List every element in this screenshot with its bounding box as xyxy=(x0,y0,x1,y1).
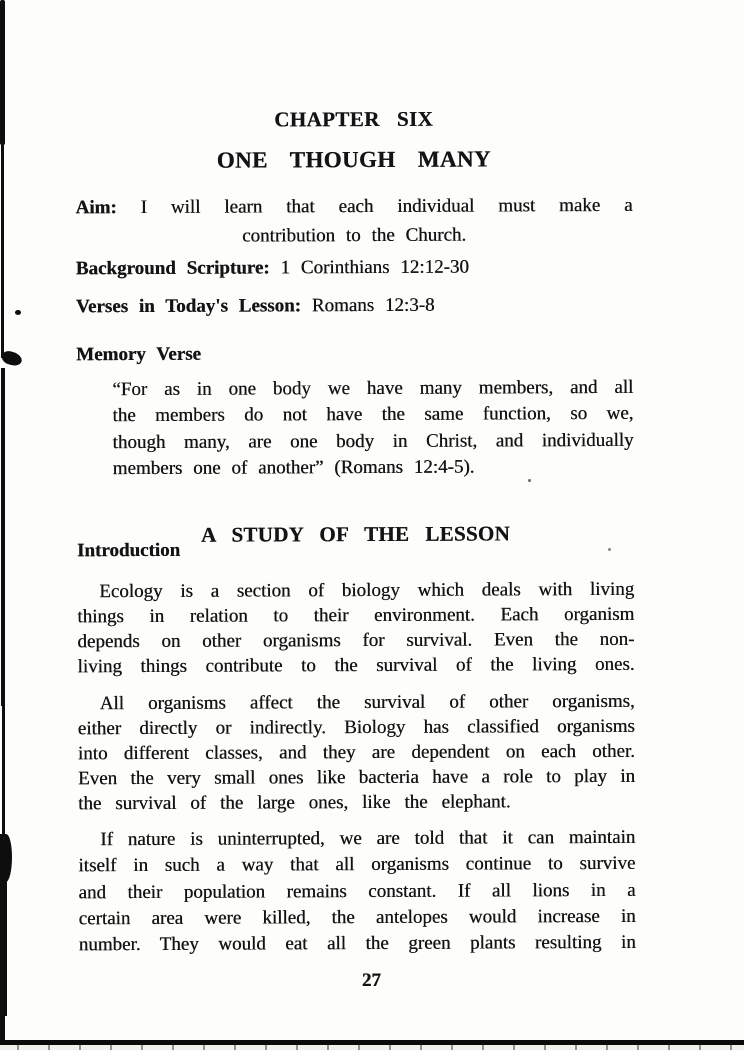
verses-label: Verses in Today's Lesson: xyxy=(75,295,302,318)
paragraph-line: Even the very small ones like bacteria have a role to play in xyxy=(77,765,636,790)
background-scripture-label: Background Scripture: xyxy=(75,257,270,280)
paragraph-line: the survival of the large ones, like the elephant. xyxy=(78,791,511,815)
verses-line xyxy=(76,293,633,318)
paragraph-line: certain area were killed, the antelopes would increase in xyxy=(78,905,636,930)
paragraph-line: itself in such a way that all organisms continue to survive xyxy=(78,852,636,877)
aim-label: Aim: xyxy=(75,197,117,219)
memory-verse-line: members one of another” (Romans 12:4-5). xyxy=(112,456,475,480)
background-scripture-value: 1 Corinthians 12:12-30 xyxy=(280,256,469,279)
background-scripture-line xyxy=(76,255,633,280)
aim-text: I will learn that each individual must make a xyxy=(140,194,633,219)
memory-verse-label: Memory Verse xyxy=(76,343,201,366)
scan-bottom-noise xyxy=(0,1045,744,1050)
page-number: 27 xyxy=(361,969,381,992)
memory-verse-line: though many, are one body in Christ, and individually xyxy=(112,429,634,454)
aim-line xyxy=(75,194,632,219)
aim-line: contribution to the Church. xyxy=(242,224,467,247)
memory-verse-line: “For as in one body we have many members, and all xyxy=(112,376,634,401)
paragraph-line: things in relation to their environment. Each organism xyxy=(77,603,635,628)
paragraph-line: If nature is uninterrupted, we are told that it can maintain xyxy=(100,826,636,851)
chapter-heading: CHAPTER SIX xyxy=(274,106,434,132)
paragraph-line: number. They would eat all the green plants resulting in xyxy=(78,931,636,956)
paragraph-line: into different classes, and they are dependent on each other. xyxy=(77,740,635,765)
paragraph-line: living things contribute to the survival of the living ones. xyxy=(77,653,635,678)
verses-value: Romans 12:3-8 xyxy=(311,294,435,317)
paragraph-line: depends on other organisms for survival. Even the non- xyxy=(77,628,635,653)
paragraph-line: and their population remains constant. If all lions in a xyxy=(78,879,636,904)
paragraph-line: All organisms affect the survival of other organisms, xyxy=(99,690,635,715)
paragraph-line: either directly or indirectly. Biology has classified organisms xyxy=(77,715,635,740)
chapter-title: ONE THOUGH MANY xyxy=(216,146,491,173)
introduction-label: Introduction xyxy=(76,539,181,562)
study-heading: A STUDY OF THE LESSON xyxy=(200,521,510,547)
memory-verse-line: the members do not have the same function, so we, xyxy=(112,402,634,427)
paragraph-line: Ecology is a section of biology which deals with living xyxy=(99,578,635,603)
